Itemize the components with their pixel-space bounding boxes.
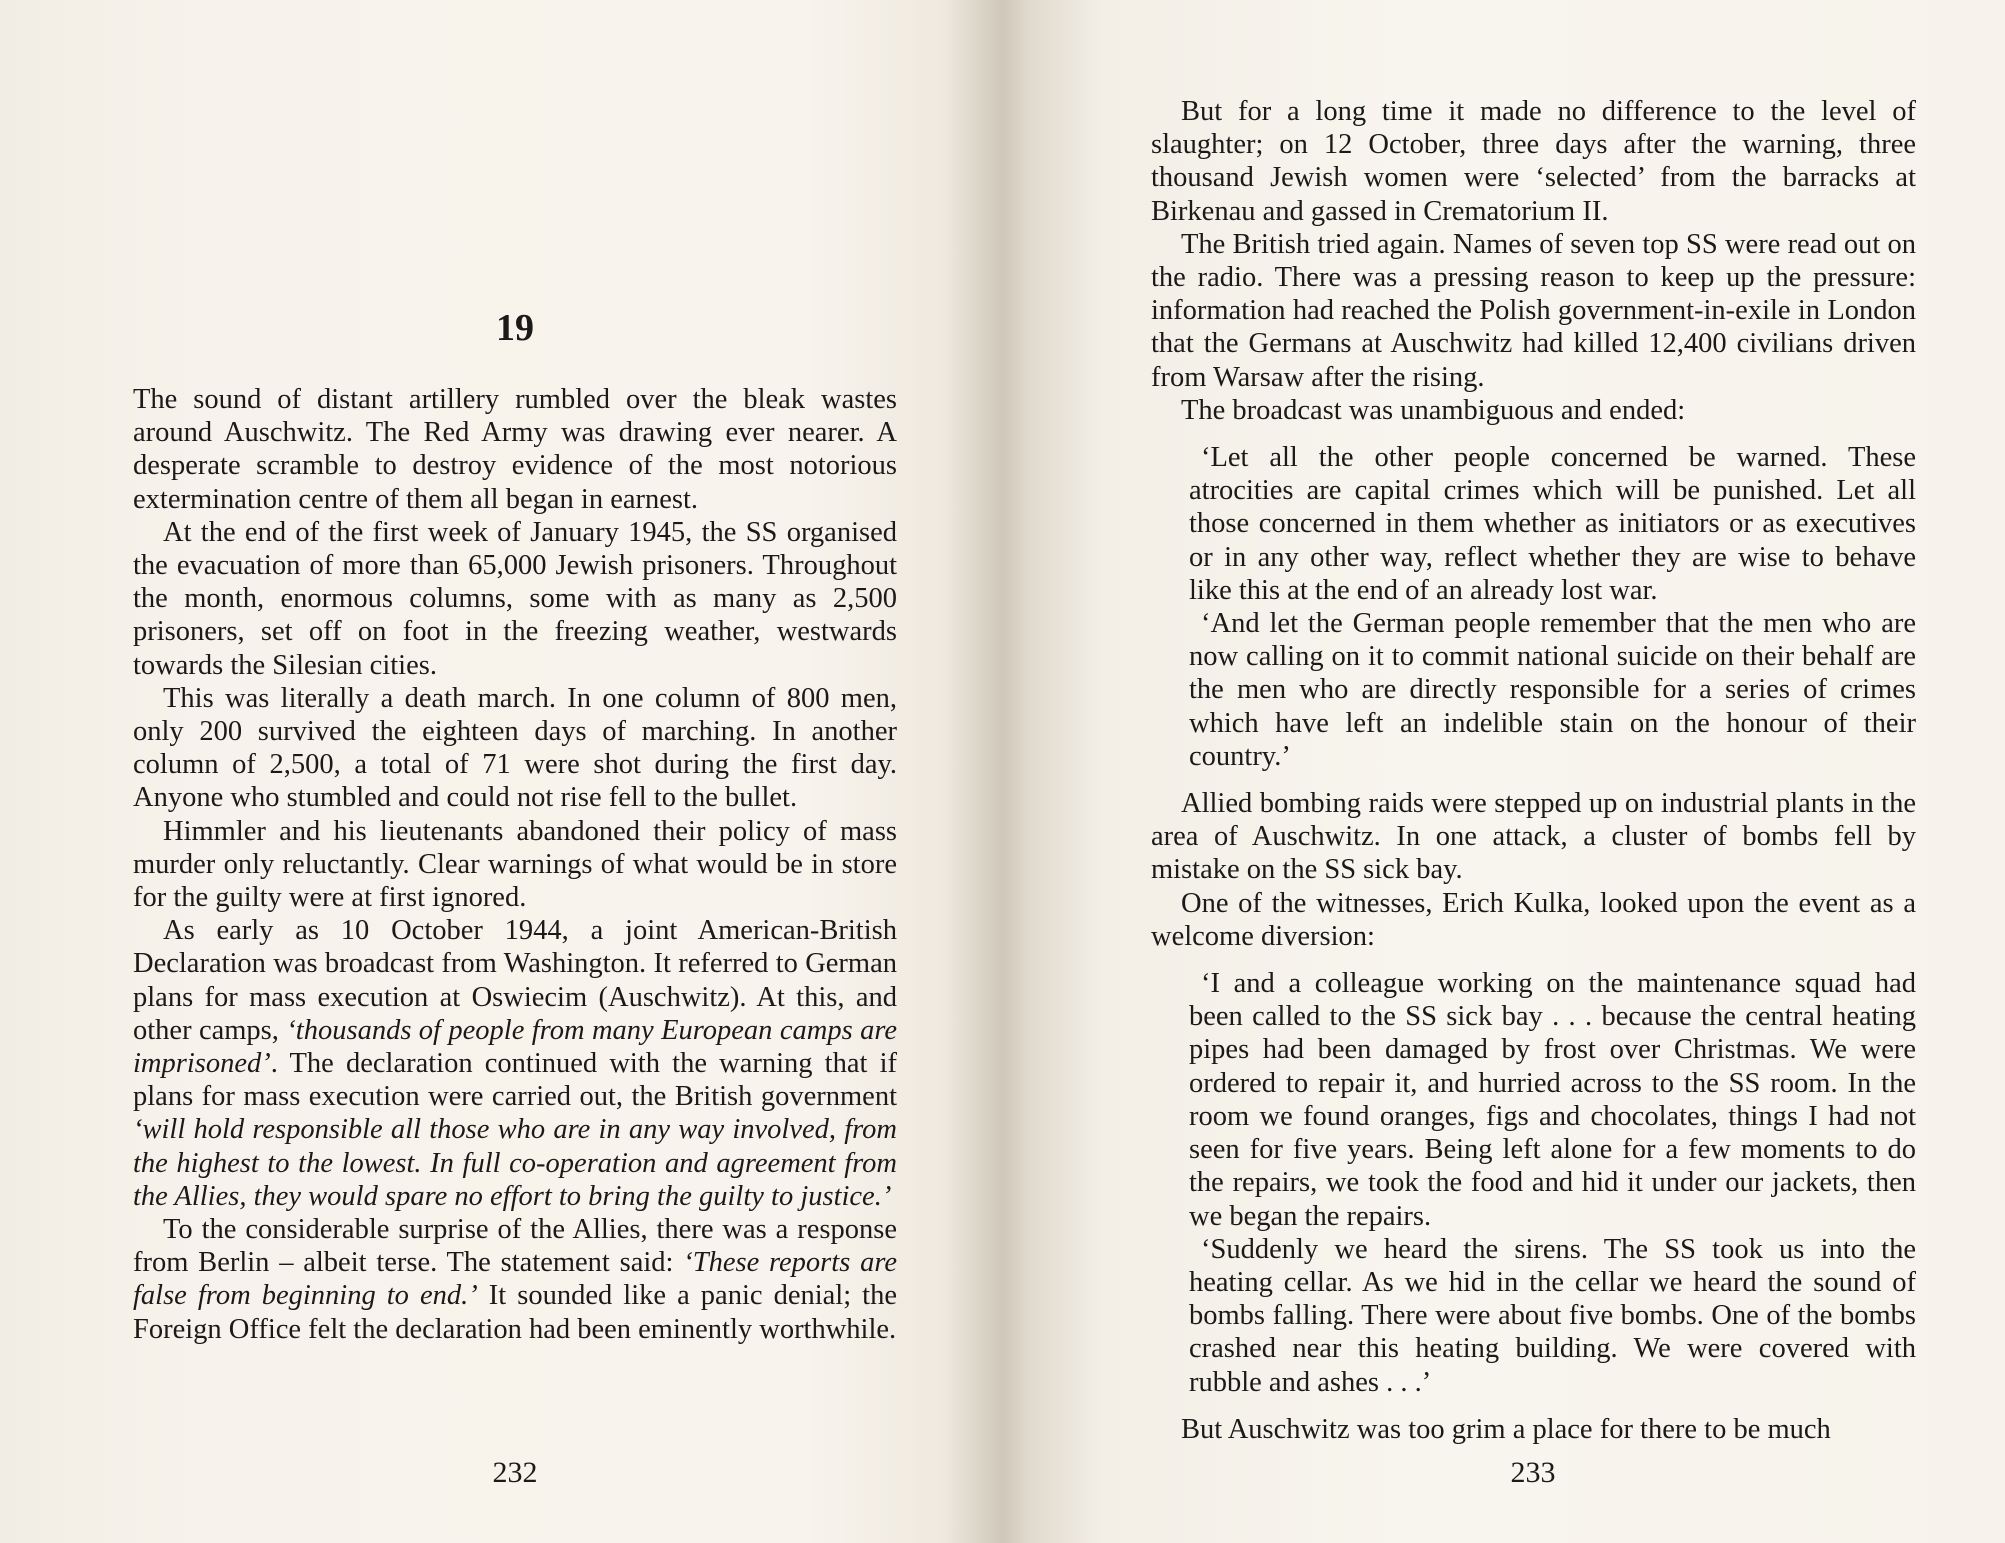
quote-paragraph: ‘I and a colleague working on the maintenance squad had been called to the SS sick bay . . . because the central heating pipes had been damaged by frost over Christmas. We were ordered to repair it, and hurried across to the SS room. In the room we found oranges, figs and chocolates, things I had not seen for five years. Being left alone for a few moments to do the repairs, we took the food and hid it under our jackets, then we began the repairs. bbox=[1189, 968, 1916, 1232]
quoted-text: ‘thousands of people from many European camps are imprisoned’ bbox=[133, 1014, 897, 1080]
paragraph: The British tried again. Names of seven top SS were read out on the radio. There was a pressing reason to keep up the pressure: information had reached the Polish government-in-exile in London that the Germans at Auschwitz had killed 12,400 civilians driven from Warsaw after the rising. bbox=[1151, 228, 1916, 393]
page-number: 233 bbox=[1510, 1456, 1556, 1489]
paragraph: The sound of distant artillery rumbled over the bleak wastes around Auschwitz. The Red Army was drawing ever nearer. A desperate scramble to destroy evidence of the most notorious extermination centre of them all began in earnest. bbox=[133, 384, 897, 515]
paragraph-berlin-response bbox=[133, 1213, 897, 1346]
quote-paragraph: ‘Let all the other people concerned be warned. These atrocities are capital crimes which will be punished. Let all those concerned in them whether as initiators or as executives or in any other way, reflect whether they are wise to behave like this at the end of an already lost war. bbox=[1189, 442, 1916, 606]
text-run: To the considerable surprise of the Allies, there was a response from Berlin – albeit terse. The statement said: bbox=[133, 1214, 897, 1279]
paragraph-declaration bbox=[133, 914, 897, 1213]
chapter-number: 19 bbox=[496, 307, 534, 349]
text-run: It sounded like a panic denial; the Foreign Office felt the declaration had been eminently worthwhile. bbox=[133, 1280, 898, 1345]
page-number: 232 bbox=[492, 1456, 538, 1489]
text-run: As early as 10 October 1944, a joint American-British Declaration was broadcast from Washington. It referred to German plans for mass execution at Oswiecim (Auschwitz). At this, and other camps, bbox=[133, 915, 897, 1046]
paragraph: This was literally a death march. In one column of 800 men, only 200 survived the eighteen days of marching. In another column of 2,500, a total of 71 were shot during the first day. Anyone who stumbled and could not rise fell to the bullet. bbox=[133, 682, 897, 814]
paragraph: The broadcast was unambiguous and ended: bbox=[1181, 394, 1686, 426]
paragraph: Allied bombing raids were stepped up on industrial plants in the area of Auschwitz. In one attack, a cluster of bombs fell by mistake on the SS sick bay. bbox=[1151, 788, 1916, 886]
paragraph: One of the witnesses, Erich Kulka, looked upon the event as a welcome diversion: bbox=[1151, 887, 1916, 952]
paragraph: But for a long time it made no difference to the level of slaughter; on 12 October, three days after the warning, three thousand Jewish women were ‘selected’ from the barracks at Birkenau and gassed in Crematorium II. bbox=[1151, 96, 1916, 227]
right-page-text bbox=[1151, 95, 1916, 1446]
quote-paragraph: ‘And let the German people remember that the men who are now calling on it to commit national suicide on their behalf are the men who are directly responsible for a series of crimes which have left an indelible stain on the honour of their country.’ bbox=[1189, 608, 1916, 772]
paragraph: At the end of the first week of January 1945, the SS organised the evacuation of more than 65,000 Jewish prisoners. Throughout the month, enormous columns, some with as many as 2,500 prisoners, set off on foot in the freezing weather, westwards towards the Silesian cities. bbox=[133, 516, 897, 681]
quoted-text: ‘These reports are false from beginning to end.’ bbox=[133, 1247, 898, 1312]
left-page bbox=[0, 0, 990, 1543]
left-page-text bbox=[133, 383, 897, 1346]
right-page bbox=[1005, 0, 2005, 1543]
quoted-text: ‘will hold responsible all those who are in any way involved, from the highest to the lowest. In full co-operation and agreement from the Allies, they would spare no effort to bring the guilty to justice.’ bbox=[133, 1114, 897, 1212]
block-quote-kulka bbox=[1189, 967, 1916, 1399]
block-quote-broadcast bbox=[1189, 441, 1916, 773]
paragraph: Himmler and his lieutenants abandoned their policy of mass murder only reluctantly. Clear warnings of what would be in store for the guilty were at first ignored. bbox=[133, 815, 897, 914]
paragraph: But Auschwitz was too grim a place for there to be much bbox=[1181, 1413, 1831, 1445]
text-run: . The declaration continued with the warning that if plans for mass execution were carried out, the British government bbox=[133, 1048, 897, 1113]
quote-paragraph: ‘Suddenly we heard the sirens. The SS took us into the heating cellar. As we hid in the cellar we heard the sound of bombs falling. There were about five bombs. One of the bombs crashed near this heating building. We were covered with rubble and ashes . . .’ bbox=[1189, 1233, 1916, 1398]
